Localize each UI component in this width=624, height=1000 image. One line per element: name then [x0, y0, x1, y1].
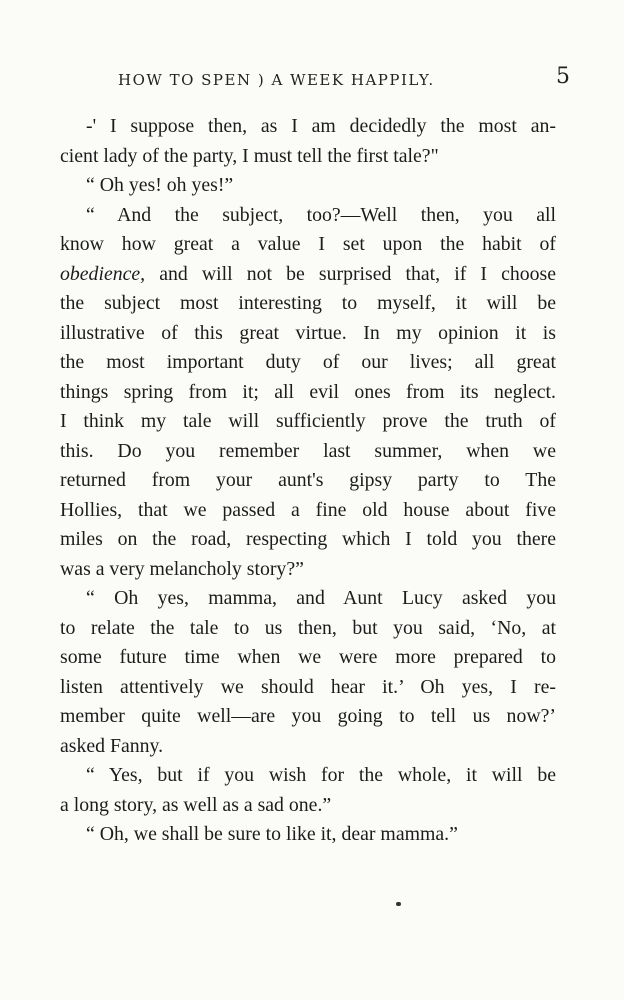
text-line: illustrative of this great virtue. In my opinion it is	[60, 321, 556, 344]
text-line: “ Oh yes, mamma, and Aunt Lucy asked you	[86, 587, 556, 609]
text-line: miles on the road, respecting which I told you there	[60, 528, 556, 550]
text-line: member quite well—are you going to tell us now?’	[60, 705, 556, 727]
text-line: Hollies, that we passed a fine old house about five	[60, 498, 556, 521]
running-header	[118, 64, 578, 96]
text-line: to relate the tale to us then, but you said, ‘No, at	[60, 616, 556, 639]
text-line: returned from your aunt's gipsy party to The	[60, 469, 556, 491]
page-number: 5	[556, 64, 570, 89]
text-line: a long story, as well as a sad one.”	[60, 793, 332, 816]
running-title: HOW TO SPEN ) A WEEK HAPPILY.	[118, 71, 435, 89]
emphasis-obedience: obedience,	[60, 262, 146, 285]
text-line: “ Yes, but if you wish for the whole, it will be	[86, 764, 556, 786]
text-line: “ Oh yes! oh yes!”	[86, 174, 234, 196]
ink-speck	[396, 902, 401, 906]
text-line: “ And the subject, too?—Well then, you all	[86, 203, 556, 226]
text-line: cient lady of the party, I must tell the first tale?"	[60, 144, 439, 167]
text-line: some future time when we were more prepared to	[60, 646, 556, 668]
text-line: the subject most interesting to myself, it will be	[60, 292, 556, 314]
text-line: things spring from it; all evil ones from its neglect.	[60, 380, 556, 403]
text-line: the most important duty of our lives; all great	[60, 351, 556, 373]
text-line: this. Do you remember last summer, when we	[60, 439, 556, 462]
body-text	[60, 112, 556, 850]
text-line: was a very melancholy story?”	[60, 557, 304, 580]
text-line: know how great a value I set upon the habit of	[60, 233, 556, 255]
text-line: “ Oh, we shall be sure to like it, dear mamma.”	[86, 823, 458, 845]
text-line: -' I suppose then, as I am decidedly the most an-	[86, 115, 556, 137]
text-line: asked Fanny.	[60, 734, 164, 757]
text-line: obedience, and will not be surprised that, if I choose	[60, 262, 556, 285]
text-line: listen attentively we should hear it.’ Oh yes, I re-	[60, 675, 556, 698]
text-line: I think my tale will sufficiently prove the truth of	[60, 410, 556, 432]
